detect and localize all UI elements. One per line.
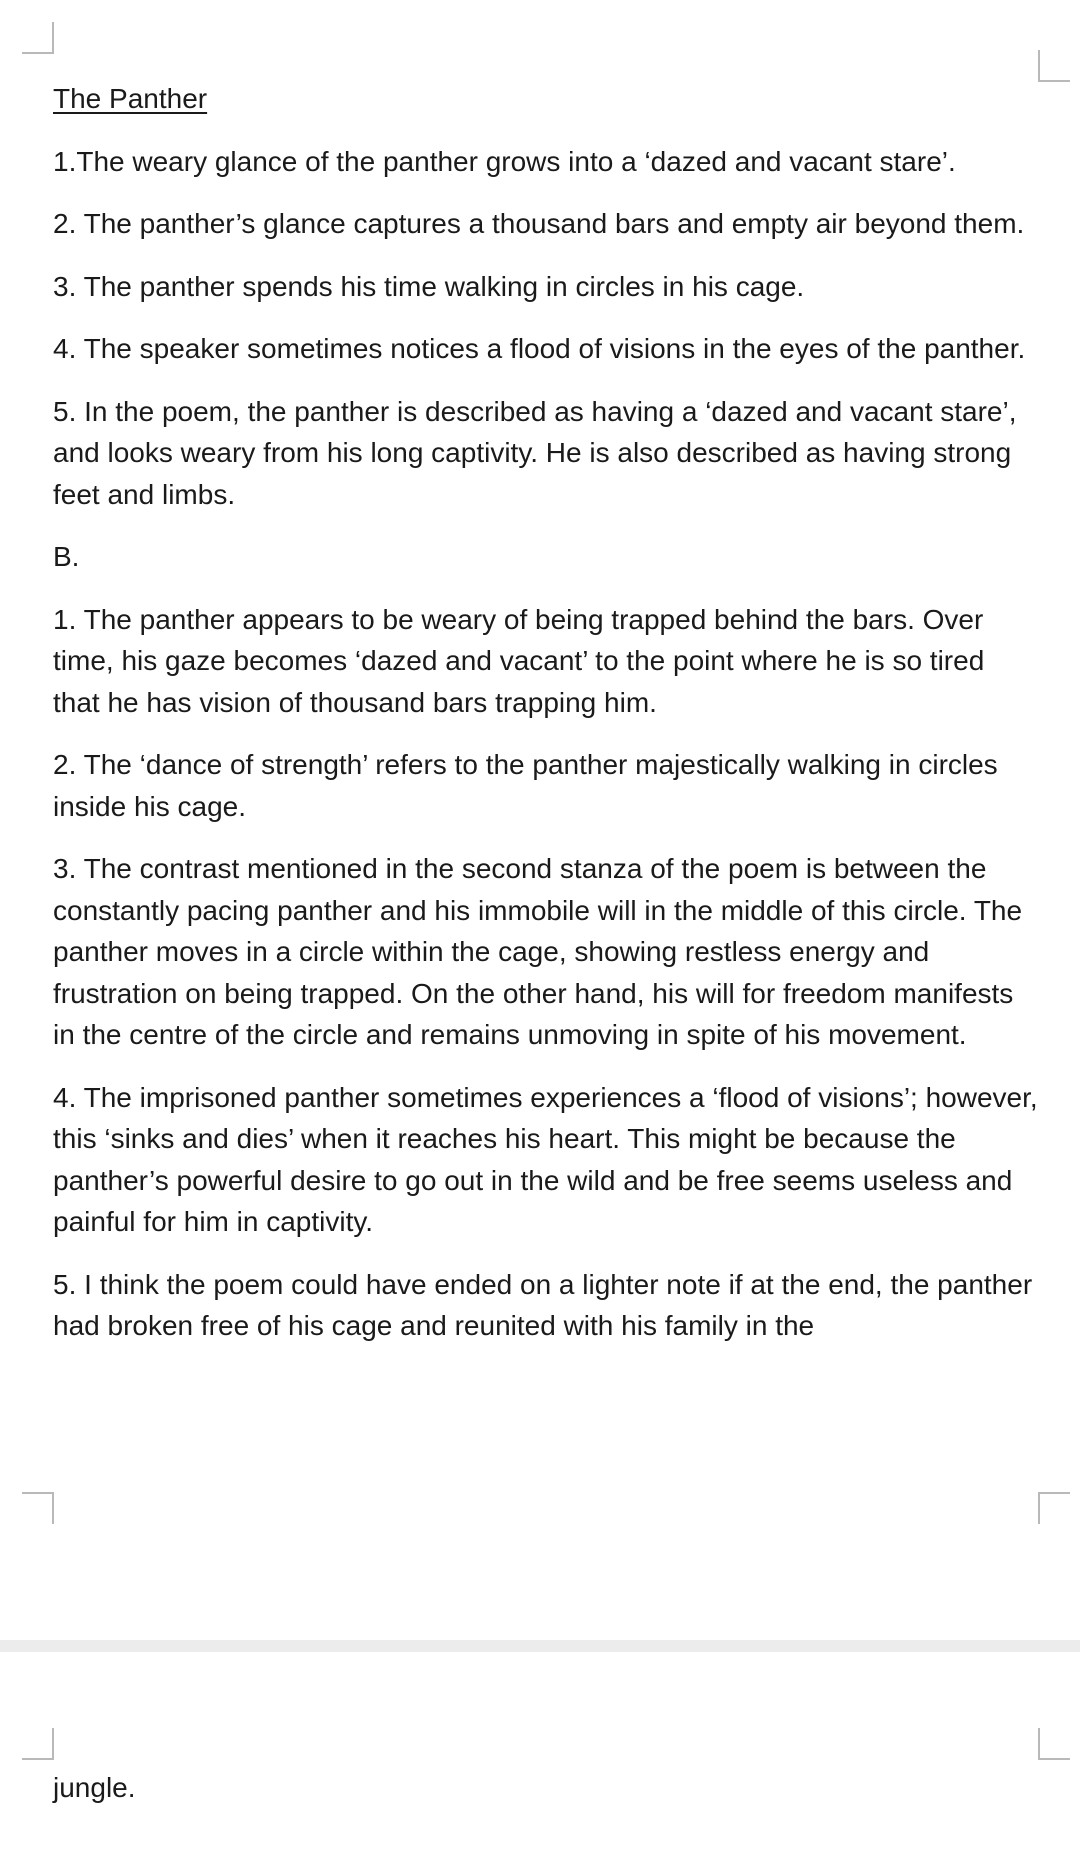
answer-a-5: 5. In the poem, the panther is described as having a ‘dazed and vacant stare’, and looks weary from his long captivity. He is also described as having strong feet and limbs. bbox=[53, 395, 1017, 510]
answer-a-1: 1.The weary glance of the panther grows into a ‘dazed and vacant stare’. bbox=[53, 145, 956, 177]
crop-mark-top-left bbox=[22, 22, 54, 54]
section-b-heading: B. bbox=[53, 541, 80, 572]
answer-a-3: 3. The panther spends his time walking in circles in his cage. bbox=[53, 270, 805, 302]
crop-mark-bottom-left bbox=[22, 1492, 54, 1524]
crop-mark-top-right bbox=[1038, 1728, 1070, 1760]
answer-a-4: 4. The speaker sometimes notices a flood of visions in the eyes of the panther. bbox=[53, 333, 1026, 364]
answer-b-1: 1. The panther appears to be weary of being trapped behind the bars. Over time, his gaze becomes ‘dazed and vacant’ to the point where he is so tired that he has vision of thousand bars trapping him. bbox=[53, 603, 985, 718]
document-title: The Panther bbox=[53, 83, 208, 114]
answer-b-2: 2. The ‘dance of strength’ refers to the panther majestically walking in circles inside his cage. bbox=[53, 749, 998, 822]
document-page-2 bbox=[0, 1652, 1080, 1852]
answer-b-4: 4. The imprisoned panther sometimes experiences a ‘flood of visions’; however, this ‘sinks and dies’ when it reaches his heart. This might be because the panther’s powerful desire to go out in the wild and be free seems useless and painful for him in captivity. bbox=[53, 1081, 1038, 1237]
crop-mark-bottom-right bbox=[1038, 1492, 1070, 1524]
crop-mark-top-right bbox=[1038, 50, 1070, 82]
page-2-text: jungle. bbox=[53, 1772, 136, 1803]
document-body bbox=[53, 78, 1038, 1368]
answer-b-3: 3. The contrast mentioned in the second stanza of the poem is between the constantly pacing panther and his immobile will in the middle of this circle. The panther moves in a circle within the cage, showing restless energy and frustration on being trapped. On the other hand, his will for freedom manifests in the centre of the circle and remains unmoving in spite of his movement. bbox=[53, 853, 1023, 1050]
page-separator bbox=[0, 1640, 1080, 1652]
crop-mark-top-left bbox=[22, 1728, 54, 1760]
answer-b-5: 5. I think the poem could have ended on a lighter note if at the end, the panther had broken free of his cage and reunited with his family in the bbox=[53, 1268, 1033, 1341]
answer-a-2: 2. The panther’s glance captures a thousand bars and empty air beyond them. bbox=[53, 208, 1025, 239]
